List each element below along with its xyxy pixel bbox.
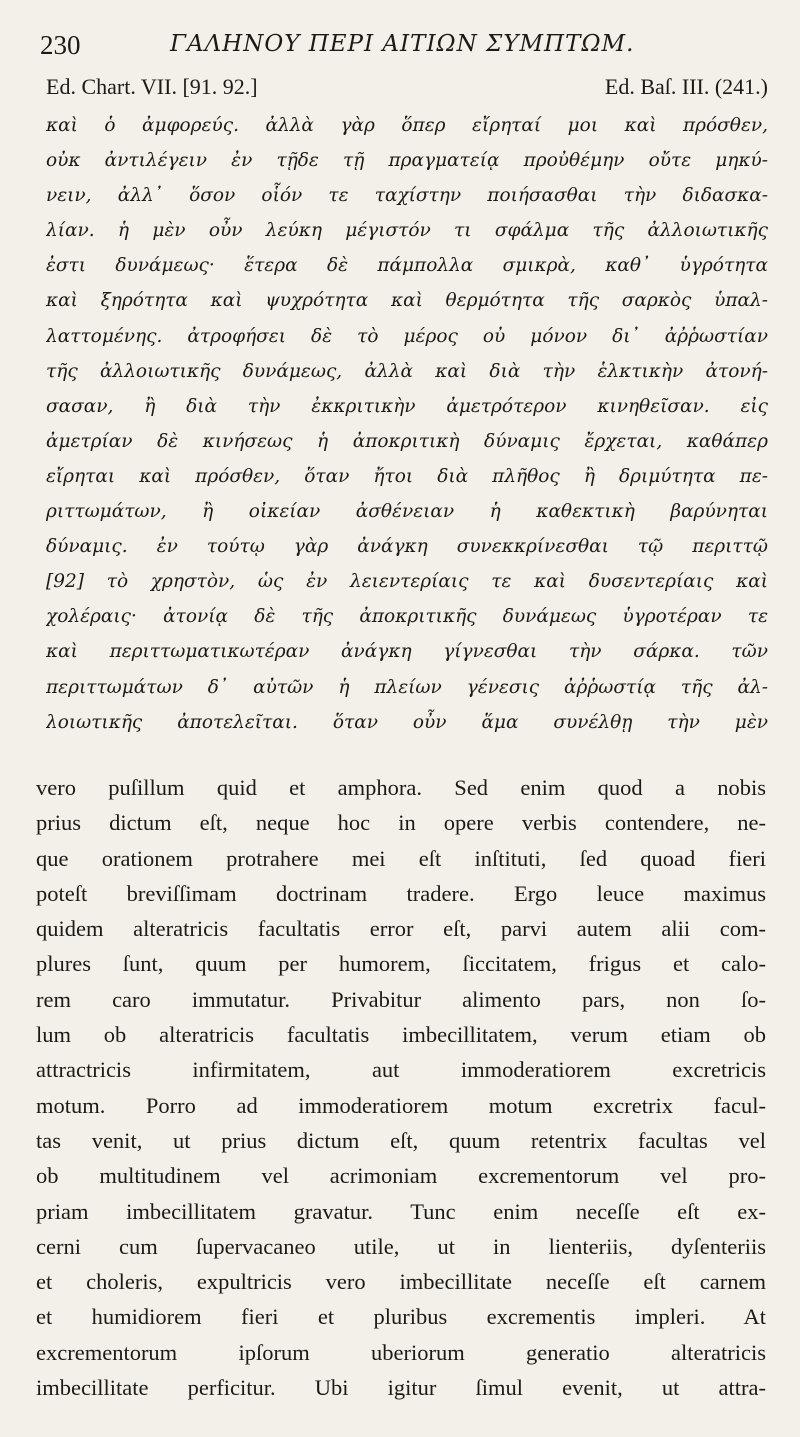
greek-text-line: χολέραις· ἀτονίᾳ δὲ τῆς ἀποκριτικῆς δυνάμεως ὑγροτέραν τε [46,606,768,628]
latin-text-line: rem caro immutatur. Privabitur alimento pars, non ſo- [36,986,766,1012]
latin-text-line: priam imbecillitatem gravatur. Tunc enim neceſſe eſt ex- [36,1198,766,1224]
running-head [40,30,770,64]
edition-chartier: Ed. Chart. VII. [91. 92.] [46,74,258,99]
greek-text-line: ἐστι δυνάμεως· ἕτερα δὲ πάμπολλα σμικρὰ, καθ᾽ ὑγρότητα [46,255,768,277]
greek-text-line: καὶ ὁ ἀμφορεύς. ἀλλὰ γὰρ ὅπερ εἴρηταί μοι καὶ πρόσθεν, [46,115,768,136]
latin-text-line: imbecillitate perficitur. Ubi igitur ſimul evenit, ut attra- [36,1375,766,1401]
edition-basel: Ed. Baſ. III. (241.) [604,74,768,99]
greek-text-line: λαττομένης. ἀτροφήσει δὲ τὸ μέρος οὐ μόνον δι᾽ ἀῤῥωστίαν [46,325,768,347]
greek-text-line: νειν, ἀλλ᾽ ὅσον οἷόν τε ταχίστην ποιήσασθαι τὴν διδασκα- [46,185,768,207]
latin-text-line: poteſt breviſſimam doctrinam tradere. Ergo leuce maximus [36,880,766,906]
greek-text-line: λίαν. ἡ μὲν οὖν λεύκη μέγιστόν τι σφάλμα τῆς ἀλλοιωτικῆς [46,220,768,242]
greek-text-block [46,108,768,740]
greek-text-line: [92] τὸ χρηστὸν, ὡς ἐν λειεντερίαις τε καὶ δυσεντερίαις καὶ [46,571,768,593]
latin-text-block [36,770,766,1405]
latin-text-line: tas venit, ut prius dictum eſt, quum retentrix facultas vel [36,1127,766,1153]
running-title: ΓΑΛΗΝΟΥ ΠΕΡΙ ΑΙΤΙΩΝ ΣΥΜΠΤΩΜ. [170,31,635,57]
latin-text-line: motum. Porro ad immoderatiorem motum excretrix facul- [36,1092,766,1118]
greek-text-line: οὐκ ἀντιλέγειν ἐν τῇδε τῇ πραγματείᾳ προὐθέμην οὔτε μηκύ- [46,150,768,172]
latin-text-line: prius dictum eſt, neque hoc in opere verbis contendere, ne- [36,810,766,836]
greek-text-line: ριττωμάτων, ἢ οἰκείαν ἀσθένειαν ἡ καθεκτικὴ βαρύνηται [46,501,768,523]
latin-text-line: excrementorum ipſorum uberiorum generatio alteratricis [36,1339,766,1365]
page-number: 230 [40,30,81,60]
greek-text-line: δύναμις. ἐν τούτῳ γὰρ ἀνάγκη συνεκκρίνεσθαι τῷ περιττῷ [46,536,768,558]
greek-text-line: καὶ ξηρότητα καὶ ψυχρότητα καὶ θερμότητα τῆς σαρκὸς ὑπαλ- [46,290,768,312]
latin-text-line: et choleris, expultricis vero imbecillitate neceſſe eſt carnem [36,1269,766,1295]
latin-text-line: lum ob alteratricis facultatis imbecillitatem, verum etiam ob [36,1022,766,1048]
greek-text-line: εἴρηται καὶ πρόσθεν, ὅταν ἤτοι διὰ πλῆθος ἢ δριμύτητα πε- [46,465,768,487]
greek-text-line: καὶ περιττωματικωτέραν ἀνάγκη γίγνεσθαι τὴν σάρκα. τῶν [46,641,768,663]
edition-references [46,74,768,104]
latin-text-line: ob multitudinem vel acrimoniam excrementorum vel pro- [36,1163,766,1189]
greek-text-line: σασαν, ἢ διὰ τὴν ἐκκριτικὴν ἀμετρότερον κινηθεῖσαν. εἰς [46,395,768,417]
latin-text-line: et humidiorem fieri et pluribus excrementis impleri. At [36,1304,766,1330]
greek-text-line: περιττωμάτων δ᾽ αὐτῶν ἡ πλείων γένεσις ἀῤῥωστίᾳ τῆς ἀλ- [46,676,768,698]
latin-text-line: que orationem protrahere mei eſt inſtituti, ſed quoad fieri [36,845,766,871]
latin-text-line: cerni cum ſupervacaneo utile, ut in lienteriis, dyſenteriis [36,1233,766,1259]
greek-text-line: λοιωτικῆς ἀποτελεῖται. ὅταν οὖν ἅμα συνέλθῃ τὴν μὲν [46,711,768,733]
greek-text-line: ἀμετρίαν δὲ κινήσεως ἡ ἀποκριτικὴ δύναμις ἔρχεται, καθάπερ [46,430,768,452]
latin-text-line: attractricis infirmitatem, aut immoderatiorem excretricis [36,1057,766,1083]
greek-text-line: τῆς ἀλλοιωτικῆς δυνάμεως, ἀλλὰ καὶ διὰ τὴν ἑλκτικὴν ἀτονή- [46,360,768,382]
latin-text-line: quidem alteratricis facultatis error eſt, parvi autem alii com- [36,916,766,942]
latin-text-line: vero puſillum quid et amphora. Sed enim quod a nobis [36,775,766,800]
latin-text-line: plures ſunt, quum per humorem, ſiccitatem, frigus et calo- [36,951,766,977]
